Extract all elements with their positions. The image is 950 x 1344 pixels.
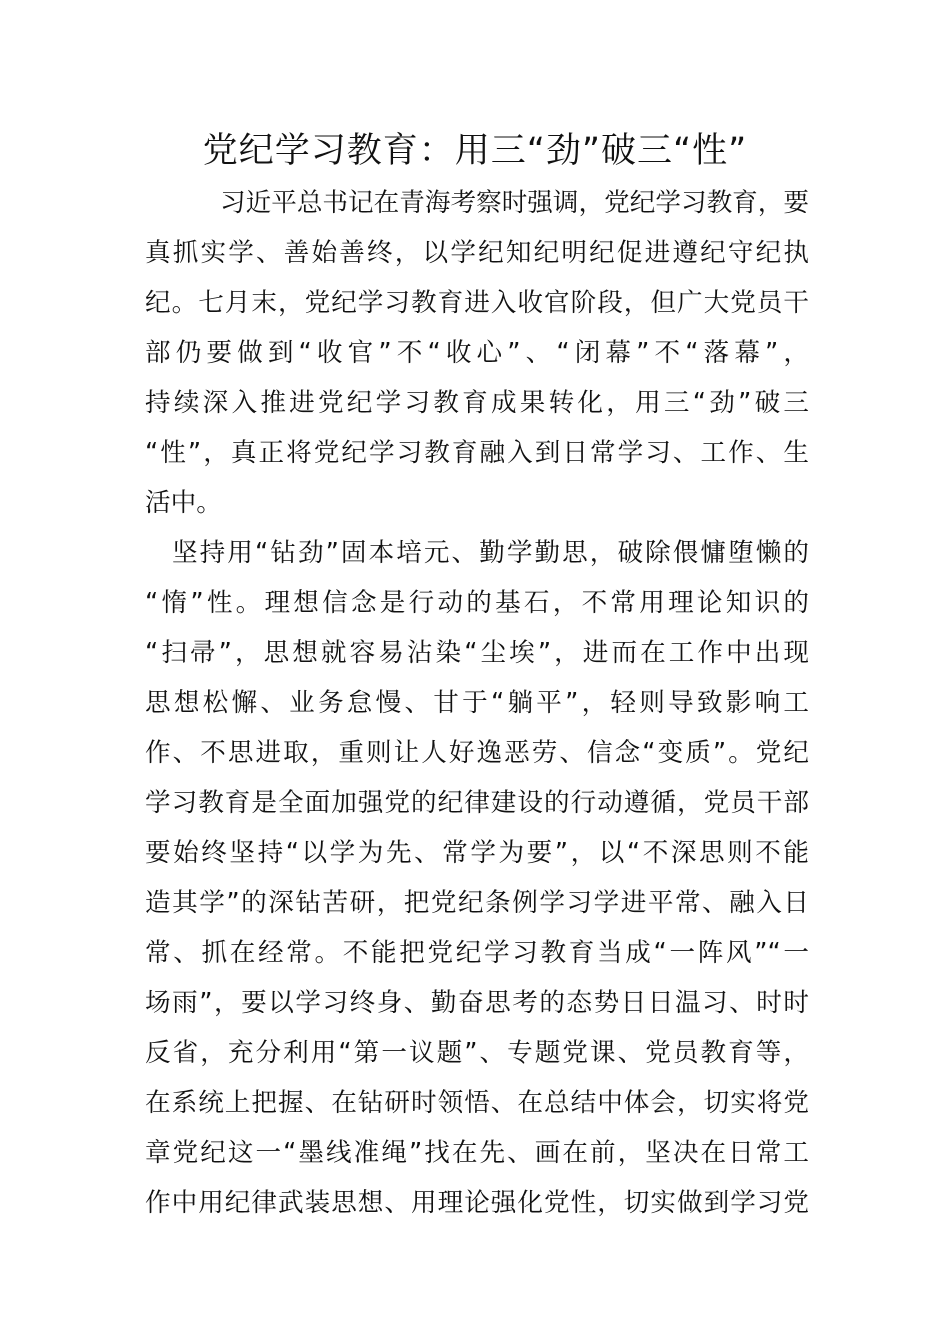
document-body [145, 178, 809, 1228]
text-line: 思想松懈、业务怠慢、甘于“躺平”，轻则导致影响工 [145, 688, 809, 718]
text-line: 反省，充分利用“第一议题”、专题党课、党员教育等， [145, 1038, 809, 1068]
text-line: 作、不思进取，重则让人好逸恶劳、信念“变质”。党纪 [145, 738, 809, 768]
text-line: 习近平总书记在青海考察时强调，党纪学习教育，要 [220, 188, 809, 218]
text-line: “性”，真正将党纪学习教育融入到日常学习、工作、生 [145, 438, 809, 468]
text-line: 造其学”的深钻苦研，把党纪条例学习学进平常、融入日 [145, 888, 809, 918]
text-line: 要始终坚持“以学为先、常学为要”，以“不深思则不能 [145, 838, 809, 868]
text-line: 在系统上把握、在钻研时领悟、在总结中体会，切实将党 [145, 1088, 809, 1118]
text-line: “扫帚”，思想就容易沾染“尘埃”，进而在工作中出现 [145, 638, 809, 668]
text-line: 持续深入推进党纪学习教育成果转化，用三“劲”破三 [145, 388, 809, 418]
text-line: 坚持用“钻劲”固本培元、勤学勤思，破除偎慵堕懒的 [172, 538, 809, 568]
text-line: 学习教育是全面加强党的纪律建设的行动遵循，党员干部 [145, 788, 809, 818]
text-line: “惰”性。理想信念是行动的基石，不常用理论知识的 [145, 588, 809, 618]
text-line: 常、抓在经常。不能把党纪学习教育当成“一阵风”“一 [145, 938, 809, 968]
text-line: 场雨”，要以学习终身、勤奋思考的态势日日温习、时时 [145, 988, 809, 1018]
paragraph-1 [145, 178, 809, 528]
text-line: 章党纪这一“墨线准绳”找在先、画在前，坚决在日常工 [145, 1138, 809, 1168]
text-line: 活中。 [145, 488, 222, 518]
paragraph-2 [145, 528, 809, 1228]
text-line: 部仍要做到“收官”不“收心”、“闭幕”不“落幕”， [145, 338, 809, 368]
text-line: 作中用纪律武装思想、用理论强化党性，切实做到学习党 [145, 1188, 809, 1218]
text-line: 纪。七月末，党纪学习教育进入收官阶段，但广大党员干 [145, 288, 809, 318]
document-title: 党纪学习教育：用三“劲”破三“性” [202, 131, 748, 171]
text-line: 真抓实学、善始善终，以学纪知纪明纪促进遵纪守纪执 [145, 238, 809, 268]
